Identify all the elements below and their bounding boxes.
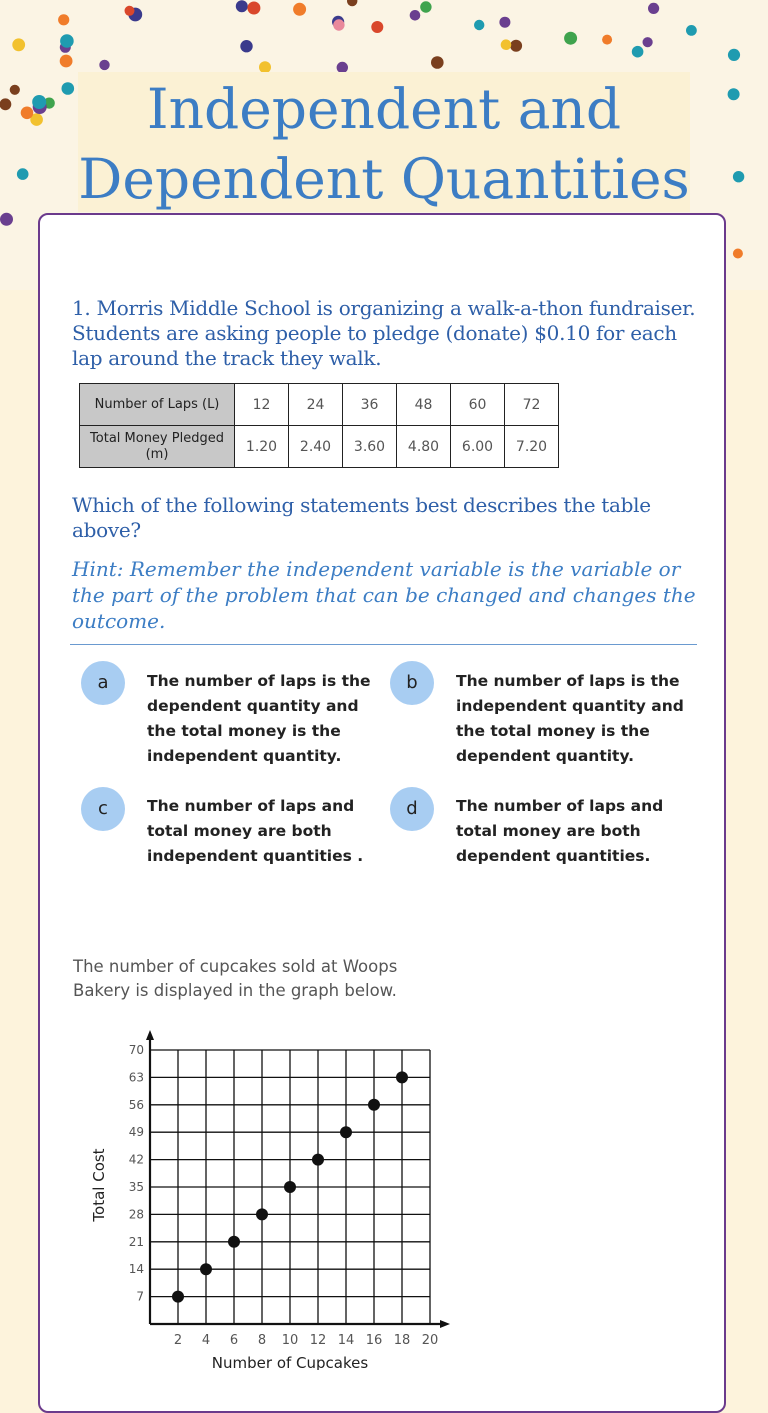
confetti-dot xyxy=(236,0,248,12)
confetti-dot xyxy=(501,39,512,50)
confetti-dot xyxy=(60,34,74,48)
confetti-dot xyxy=(17,168,29,180)
y-tick-label: 63 xyxy=(128,1070,144,1085)
y-tick-label: 56 xyxy=(128,1097,144,1112)
y-tick-label: 21 xyxy=(128,1234,144,1249)
page-title: Independent and Dependent Quantities xyxy=(78,77,690,211)
confetti-dot xyxy=(99,60,109,70)
table-cell: 2.40 xyxy=(289,426,343,468)
cupcake-cost-chart xyxy=(80,1020,460,1370)
table-cell: 7.20 xyxy=(505,426,559,468)
confetti-dot xyxy=(347,0,357,6)
data-point xyxy=(284,1181,296,1193)
table-cell: 12 xyxy=(235,384,289,426)
y-tick-label: 49 xyxy=(128,1125,144,1140)
y-axis-label: Total Cost xyxy=(90,1148,108,1222)
table-cell: 48 xyxy=(397,384,451,426)
x-tick-label: 18 xyxy=(393,1333,411,1348)
graph-caption: The number of cupcakes sold at Woops Bakery is displayed in the graph below. xyxy=(73,957,398,1000)
confetti-dot xyxy=(371,21,383,33)
data-point xyxy=(368,1099,380,1111)
data-point xyxy=(200,1263,212,1275)
y-tick-label: 7 xyxy=(136,1289,144,1304)
option-b-badge[interactable]: b xyxy=(390,661,434,705)
x-tick-label: 4 xyxy=(201,1333,211,1348)
x-tick-label: 6 xyxy=(229,1333,239,1348)
confetti-dot xyxy=(333,19,344,30)
table-cell: 72 xyxy=(505,384,559,426)
y-tick-label: 42 xyxy=(128,1152,144,1167)
confetti-dot xyxy=(431,56,444,69)
confetti-dot xyxy=(632,46,644,58)
confetti-dot xyxy=(12,38,25,51)
confetti-dot xyxy=(420,1,431,12)
confetti-dot xyxy=(240,40,252,52)
confetti-dot xyxy=(686,25,697,36)
money-header-cell: Total Money Pledged (m) xyxy=(80,426,235,468)
option-b-text[interactable]: The number of laps is the independent quantity and the total money is the dependent quantity. xyxy=(456,672,684,765)
confetti-dot xyxy=(32,95,46,109)
x-tick-label: 14 xyxy=(337,1333,355,1348)
table-cell: 36 xyxy=(343,384,397,426)
hint-text: Hint: Remember the independent variable is the variable or the part of the problem that can be changed and changes the outcome. xyxy=(72,557,696,633)
confetti-dot xyxy=(733,171,744,182)
question-prompt: Which of the following statements best describes the table above? xyxy=(72,493,651,542)
option-a-text[interactable]: The number of laps is the dependent quantity and the total money is the independent quantity. xyxy=(147,672,371,765)
x-tick-label: 10 xyxy=(281,1333,299,1348)
confetti-dot xyxy=(58,14,69,25)
confetti-dot xyxy=(648,3,659,14)
x-tick-label: 2 xyxy=(173,1333,183,1348)
data-point xyxy=(396,1071,408,1083)
confetti-dot xyxy=(125,6,135,16)
divider xyxy=(70,644,697,645)
confetti-dot xyxy=(293,3,306,16)
x-tick-label: 16 xyxy=(365,1333,383,1348)
confetti-dot xyxy=(21,107,34,120)
x-tick-label: 12 xyxy=(309,1333,327,1348)
laps-money-table xyxy=(79,383,559,468)
data-point xyxy=(172,1291,184,1303)
table-cell: 6.00 xyxy=(451,426,505,468)
confetti-dot xyxy=(10,85,20,95)
confetti-dot xyxy=(643,37,653,47)
question-text: 1. Morris Middle School is organizing a walk-a-thon fundraiser. Students are asking people to pledge (donate) $0.10 for each lap around the track they walk. xyxy=(72,296,696,370)
confetti-dot xyxy=(247,2,260,15)
table-row xyxy=(80,426,559,468)
y-tick-label: 70 xyxy=(128,1043,144,1057)
laps-header-cell: Number of Laps (L) xyxy=(80,384,235,426)
data-point xyxy=(340,1126,352,1138)
confetti-dot xyxy=(728,49,740,61)
confetti-dot xyxy=(728,88,740,100)
y-tick-label: 28 xyxy=(128,1207,144,1222)
y-tick-label: 14 xyxy=(128,1262,144,1277)
option-d-text[interactable]: The number of laps and total money are both dependent quantities. xyxy=(456,797,664,865)
confetti-dot xyxy=(733,249,743,259)
confetti-dot xyxy=(0,98,11,110)
data-point xyxy=(312,1154,324,1166)
confetti-dot xyxy=(474,20,484,30)
data-point xyxy=(256,1208,268,1220)
data-point xyxy=(228,1236,240,1248)
option-d-badge[interactable]: d xyxy=(390,787,434,831)
confetti-dot xyxy=(499,17,510,28)
x-axis-label: Number of Cupcakes xyxy=(211,1354,369,1370)
table-row xyxy=(80,384,559,426)
x-axis-arrow xyxy=(440,1320,450,1328)
x-tick-label: 8 xyxy=(257,1333,267,1348)
option-a-badge[interactable]: a xyxy=(81,661,125,705)
table-cell: 3.60 xyxy=(343,426,397,468)
option-c-text[interactable]: The number of laps and total money are both independent quantities . xyxy=(147,797,364,865)
confetti-dot xyxy=(0,213,13,226)
table-cell: 24 xyxy=(289,384,343,426)
confetti-dot xyxy=(60,55,73,68)
table-cell: 4.80 xyxy=(397,426,451,468)
confetti-dot xyxy=(602,35,612,45)
table-cell: 60 xyxy=(451,384,505,426)
x-tick-label: 20 xyxy=(421,1333,439,1348)
confetti-dot xyxy=(410,10,421,21)
option-c-badge[interactable]: c xyxy=(81,787,125,831)
confetti-dot xyxy=(510,40,522,52)
table-cell: 1.20 xyxy=(235,426,289,468)
y-tick-label: 35 xyxy=(128,1180,144,1194)
confetti-dot xyxy=(564,32,577,45)
y-axis-arrow xyxy=(146,1030,154,1040)
